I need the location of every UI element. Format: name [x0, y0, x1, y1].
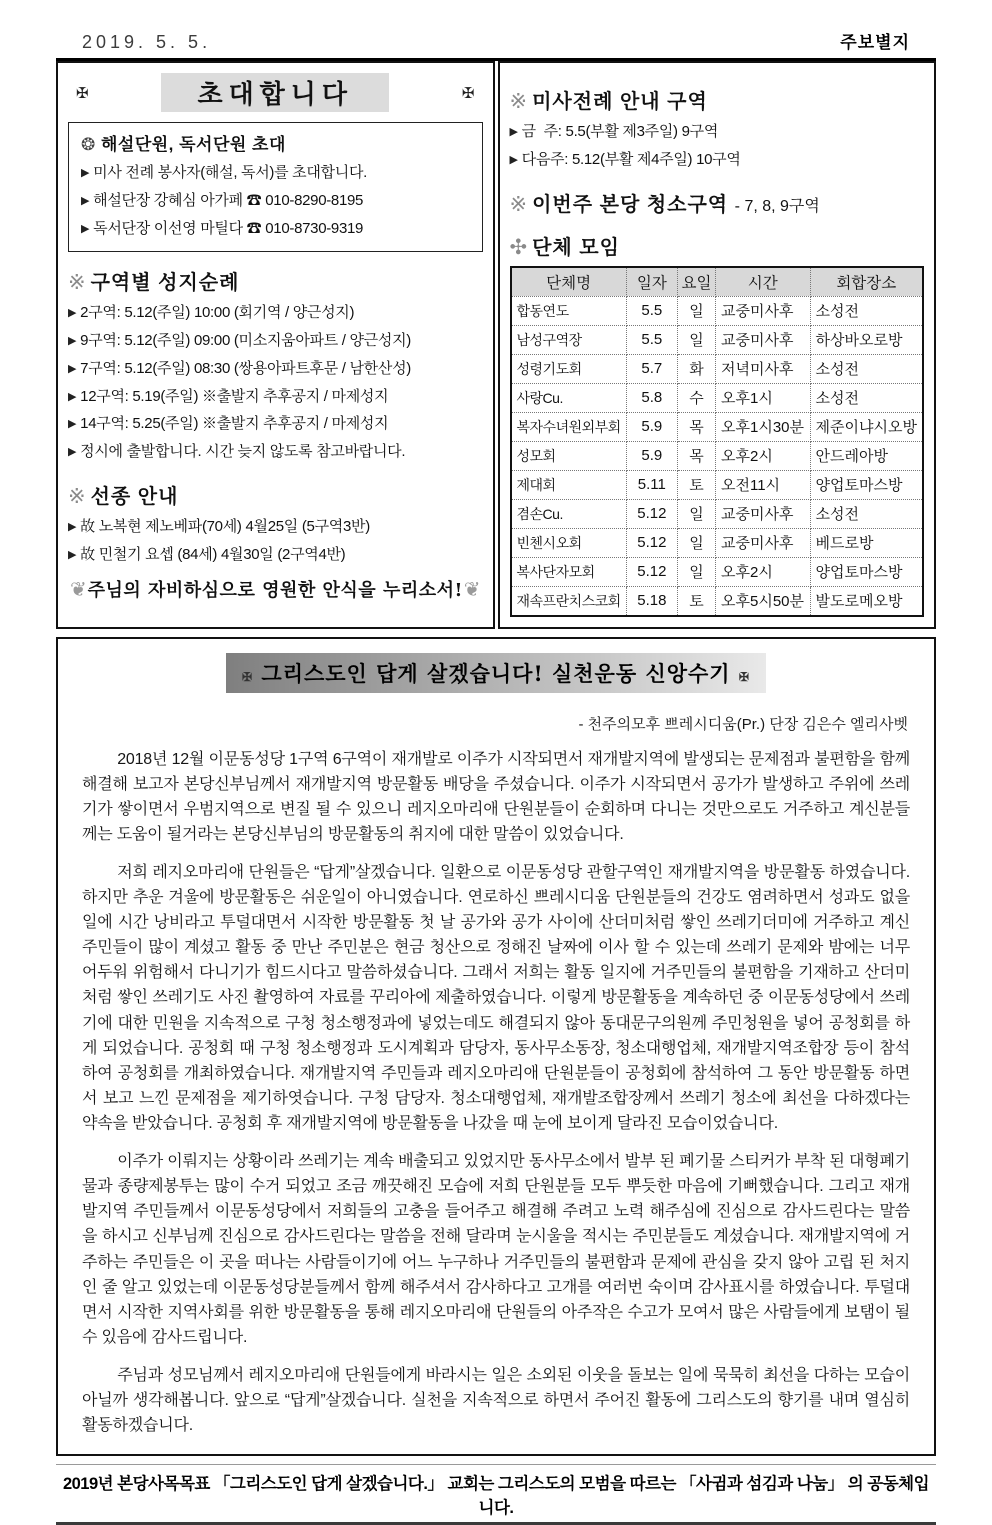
cell-place: 하상바오로방: [810, 325, 923, 354]
cross-icon: ✠: [242, 669, 254, 684]
cell-time: 오후5시50분: [716, 586, 811, 616]
table-row: [511, 412, 924, 441]
essay-banner-wrap: [82, 653, 910, 693]
cell-date: 5.12: [626, 499, 677, 528]
mass-guide-section: [510, 85, 925, 174]
cell-time: 오전11시: [716, 470, 811, 499]
col-header-group: 단체명: [511, 267, 627, 297]
list-item: ▶ 다음주: 5.12(부활 제4주일) 10구역: [509, 150, 741, 168]
pilgrimage-list: [68, 299, 483, 466]
cell-group: 성모회: [511, 441, 627, 470]
essay-paragraph: 2018년 12월 이문동성당 1구역 6구역이 재개발로 이주가 시작되면서 재개발지역에 발생되는 문제점과 불편함을 함께 해결해 보고자 본당신부님께서 재개발지역 방문활동 배당을 주셨습니다. 이주가 시작되면서 공가가 발생하고 주위에 쓰레기가 쌓이면서 우범지역으로 변질 될 수 있으니 레지오마리애 단원분들이 순회하며 다니는 것만으로도 거주하고 계신분들께는 도움이 될거라는 본당신부님의 방문활동의 취지에 대한 말씀이 있었습니다.: [82, 750, 910, 843]
left-column: [56, 61, 495, 629]
cell-group: 복자수녀원외부회: [511, 412, 627, 441]
invitation-section: [68, 71, 483, 252]
cell-date: 5.5: [626, 296, 677, 325]
blessing-row: [68, 576, 483, 602]
table-row: [511, 296, 924, 325]
essay-paragraph: 주님과 성모님께서 레지오마리애 단원들에게 바라시는 일은 소외된 이웃을 돌보는 일에 묵묵히 최선을 다하는 모습이 아닐까 생각해봅니다. 앞으로 “답게”살겠습니다. 실천을 지속적으로 하면서 주어진 활동에 그리스도의 향기를 내며 열심히 활동하겠습니다.: [82, 1367, 910, 1435]
invitation-list: [81, 159, 472, 242]
cell-group: 재속프란치스코회: [511, 586, 627, 616]
invitation-box: [68, 122, 483, 252]
flourish-icon: ❦: [463, 578, 481, 601]
cell-time: 저녁미사후: [716, 354, 811, 383]
bullet-icon: ▶: [509, 126, 518, 138]
table-header-row: [511, 267, 924, 297]
right-column: [498, 61, 937, 629]
col-header-date: 일자: [626, 267, 677, 297]
cleaning-value: - 7, 8, 9구역: [734, 197, 820, 215]
cell-place: 제준이냐시오방: [810, 412, 923, 441]
table-row: [511, 441, 924, 470]
bullet-icon: ▶: [68, 548, 77, 561]
bullet-icon: ▶: [81, 167, 90, 179]
cleaning-section: [510, 188, 925, 217]
bullet-icon: ▶: [68, 307, 77, 320]
cell-date: 5.5: [626, 325, 677, 354]
bullet-icon: ▶: [68, 335, 77, 347]
bullet-icon: ▶: [68, 520, 77, 533]
cell-group: 남성구역장: [511, 325, 627, 354]
page-title: 주보별지: [840, 33, 910, 52]
bullet-icon: ▶: [68, 446, 77, 458]
cell-time: 오후2시: [716, 557, 811, 586]
cell-place: 발도로메오방: [810, 586, 923, 616]
invitation-title: 초대합니다: [161, 73, 389, 112]
list-item: ▶ 14구역: 5.25(주일) ※출발지 추후공지 / 마제성지: [68, 415, 389, 433]
cell-day: 목: [677, 412, 715, 441]
list-item: ▶ 故 노복현 제노베파(70세) 4월25일 (5구역3반): [68, 517, 370, 535]
cell-date: 5.18: [626, 586, 677, 616]
table-row: [511, 499, 924, 528]
cell-place: 양업토마스방: [810, 557, 923, 586]
table-row: [511, 325, 924, 354]
bullet-icon: ▶: [509, 153, 518, 166]
cell-place: 소성전: [810, 296, 923, 325]
table-row: [511, 383, 924, 412]
cross-icon: ✠: [738, 669, 750, 684]
cell-date: 5.8: [626, 383, 677, 412]
bullet-icon: ▶: [68, 390, 77, 403]
list-item: ▶ 故 민철기 요셉 (84세) 4월30일 (2구역4반): [68, 545, 346, 563]
list-item: ▶ 금 주: 5.5(부활 제3주일) 9구역: [509, 123, 719, 140]
flourish-icon: ❦: [70, 578, 87, 601]
table-row: [511, 586, 924, 616]
cell-day: 일: [677, 557, 715, 586]
cell-date: 5.12: [626, 528, 677, 557]
list-item: ▶ 9구역: 5.12(주일) 09:00 (미소지움아파트 / 양근성지): [68, 332, 411, 349]
cell-group: 사랑Cu.: [511, 383, 627, 412]
cell-group: 제대회: [511, 470, 627, 499]
section-mark-icon: ※: [509, 90, 529, 113]
list-item: ▶ 독서단장 이선영 마틸다 ☎ 010-8730-9319: [81, 219, 364, 237]
invitation-subtitle: [81, 130, 472, 155]
cell-date: 5.11: [626, 470, 677, 499]
cell-time: 교중미사후: [716, 296, 811, 325]
essay-paragraph: 이주가 이뤄지는 상황이라 쓰레기는 계속 배출되고 있었지만 동사무소에서 발부 된 폐기물 스티커가 부착 된 대형폐기물과 종량제봉투는 많이 수거 되었고 조금 깨끗해진 모습에 저희 단원분들 모두 뿌듯한 마음에 기뻐했습니다. 그리고 재개발지역 주민들께서 이문동성당에서 저희들의 고충을 들어주고 해결해 주려고 노력 해주심에 진심으로 감사드린다는 말씀을 하시고 신부님께 진심으로 감사드린다는 말씀을 전해 달라며 눈시울을 적시는 주민분들도 계셨습니다. 재개발지역에 거주하는 주민들은 이 곳을 떠나는 사람들이기에 어느 누구하나 거주민들의 불편함과 문제에 관심을 갖지 않아 고립 된 처지인 줄 알고 있었는데 이문동성당분들께서 함께 해주셔서 감사하다고 고개를 여러번 숙이며 감사표시를 하였습니다. 투덜대면서 시작한 지역사회를 위한 방문활동을 통해 레지오마리애 단원들의 아주작은 수고가 모여서 많은 사람들에게 보탬이 될 수 있음에 감사드립니다.: [82, 1153, 910, 1346]
list-item: ▶ 해설단장 강혜심 아가페 ☎ 010-8290-8195: [81, 191, 364, 209]
list-item: ▶ 2구역: 5.12(주일) 10:00 (회기역 / 양근성지): [68, 304, 355, 322]
meetings-table: [510, 266, 925, 617]
cell-place: 소성전: [810, 354, 923, 383]
table-row: [511, 528, 924, 557]
bullet-icon: ▶: [68, 418, 77, 431]
cross-icon: ✠: [461, 84, 475, 102]
cell-place: 베드로방: [810, 528, 923, 557]
table-row: [511, 354, 924, 383]
cell-group: 성령기도회: [511, 354, 627, 383]
cell-time: 교중미사후: [716, 325, 811, 354]
cell-day: 목: [677, 441, 715, 470]
list-item: ▶ 12구역: 5.19(주일) ※출발지 추후공지 / 마제성지: [68, 387, 389, 405]
col-header-day: 요일: [677, 267, 715, 297]
footer: [56, 1464, 936, 1525]
essay-attribution: - 천주의모후 쁘레시디움(Pr.) 단장 김은수 엘리사벳: [578, 715, 908, 733]
list-item: ▶ 미사 전례 봉사자(해설, 독서)를 초대합니다.: [81, 164, 367, 181]
essay-body: [82, 747, 910, 1439]
top-section: [56, 61, 936, 629]
mass-guide-heading: ※ 미사전례 안내 구역: [509, 90, 708, 113]
issue-date: 2019. 5. 5.: [82, 32, 212, 52]
cell-time: 오후1시30분: [716, 412, 811, 441]
cell-day: 화: [677, 354, 715, 383]
cell-place: 소성전: [810, 499, 923, 528]
bullet-icon: ▶: [68, 362, 77, 375]
essay-banner-text: 그리스도인 답게 살겠습니다! 실천운동 신앙수기: [261, 660, 731, 686]
cell-place: 안드레아방: [810, 441, 923, 470]
cell-group: 합동연도: [511, 296, 627, 325]
meetings-heading: ✣ 단체 모임: [509, 235, 620, 259]
cleaning-heading: ※ 이번주 본당 청소구역 - 7, 8, 9구역: [509, 192, 820, 216]
cell-place: 양업토마스방: [810, 470, 923, 499]
mass-guide-list: [510, 118, 925, 174]
obituary-list: [68, 513, 483, 569]
cell-day: 수: [677, 383, 715, 412]
ornament-cross-icon: ❂: [81, 135, 96, 154]
section-mark-icon: ※: [509, 192, 529, 216]
cell-date: 5.9: [626, 412, 677, 441]
table-row: [511, 557, 924, 586]
obituary-heading: ※ 선종 안내: [68, 484, 179, 508]
cell-day: 일: [677, 528, 715, 557]
cell-group: 빈첸시오회: [511, 528, 627, 557]
meetings-table-body: [511, 296, 924, 616]
list-item: ▶ 7구역: 5.12(주일) 08:30 (쌍용아파트후문 / 남한산성): [68, 359, 411, 377]
cell-time: 오후2시: [716, 441, 811, 470]
blessing-text: 주님의 자비하심으로 영원한 안식을 누리소서!: [87, 580, 463, 602]
cell-time: 교중미사후: [716, 499, 811, 528]
essay-paragraph: 저희 레지오마리애 단원들은 “답게”살겠습니다. 일환으로 이문동성당 관할구역인 재개발지역을 방문활동 하였습니다. 하지만 추운 겨울에 방문활동은 쉬운일이 아니였습니다. 연로하신 쁘레시디움 단원분들의 건강도 염려하면서 성과도 없을 일에 시간 낭비라고 투덜대면서 시작한 방문활동 첫 날 공가와 공가 사이에 산더미처럼 쌓인 쓰레기더미에 거주하고 계신 주민들이 많이 계셨고 활동 중 만난 주민분은 현금 청산으로 정해진 날짜에 이사 할 수 있는데 쓰레기 문제와 밤에는 너무 어두워 위험해서 다니기가 힘드시다고 말씀하셨습니다. 그래서 저희는 활동 일지에 거주민들의 불편함을 기재하고 산더미처럼 쌓인 쓰레기도 사진 촬영하여 자료를 꾸리아에 제출하였습니다. 이렇게 방문활동을 계속하던 중 이문동성당에서 쓰레기에 대한 민원을 지속적으로 구청 청소행정과에 넣었는데도 해결되지 않아 동대문구의원께 주민청원을 넣어 공청회를 하게 되었습니다. 공청회 때 구청 청소행정과 도시계획과 담당자, 동사무소동장, 청소대행업체, 재개발지역조합장 등이 참석하여 공청회를 개최하였습니다. 재개발지역 주민들과 레지오마리애 단원분들이 공청회에 참석하여 그 동안 방문활동 하면서 보고 느낀 문제점을 제기하엿습니다. 구청 담당자. 청소대행업체, 재개발조합장께서 쓰레기 청소에 최선을 다하겠다는 약속을 받았습니다. 공청회 후 재개발지역에 방문활동을 나갔을 때 눈에 보이게 달라진 모습이었습니다.: [82, 863, 910, 1133]
cell-day: 토: [677, 470, 715, 499]
cell-group: 겸손Cu.: [511, 499, 627, 528]
col-header-time: 시간: [716, 267, 811, 297]
cell-date: 5.12: [626, 557, 677, 586]
invitation-subtitle-text: 해설단원, 독서단원 초대: [100, 135, 286, 154]
cell-group: 복사단자모회: [511, 557, 627, 586]
essay-banner: [226, 653, 766, 693]
section-mark-icon: ※: [68, 271, 87, 295]
meetings-section: [510, 231, 925, 617]
pilgrimage-section: [68, 266, 483, 466]
cell-time: 오후1시: [716, 383, 811, 412]
cell-date: 5.9: [626, 441, 677, 470]
essay-section: [56, 637, 936, 1457]
cell-place: 소성전: [810, 383, 923, 412]
cell-day: 일: [677, 296, 715, 325]
bullet-icon: ▶: [81, 222, 90, 235]
cell-day: 토: [677, 586, 715, 616]
cell-day: 일: [677, 325, 715, 354]
table-row: [511, 470, 924, 499]
invitation-title-row: [68, 71, 483, 114]
section-mark-icon: ※: [68, 484, 87, 508]
list-item: ▶ 정시에 출발합니다. 시간 늦지 않도록 참고바랍니다.: [68, 443, 406, 460]
masthead: [56, 24, 936, 53]
cross-icon: ✠: [76, 84, 89, 102]
footer-motto: 2019년 본당사목목표 「그리스도인 답게 살겠습니다.」 교회는 그리스도의 모범을 따르는 「사귐과 섬김과 나눔」 의 공동체입니다.: [62, 1475, 930, 1518]
meeting-cross-icon: ✣: [509, 235, 529, 259]
col-header-place: 회합장소: [810, 267, 923, 297]
cell-day: 일: [677, 499, 715, 528]
cell-date: 5.7: [626, 354, 677, 383]
pilgrimage-heading: ※ 구역별 성지순례: [68, 271, 240, 295]
cell-time: 교중미사후: [716, 528, 811, 557]
bullet-icon: ▶: [81, 194, 90, 207]
obituary-section: [68, 480, 483, 603]
